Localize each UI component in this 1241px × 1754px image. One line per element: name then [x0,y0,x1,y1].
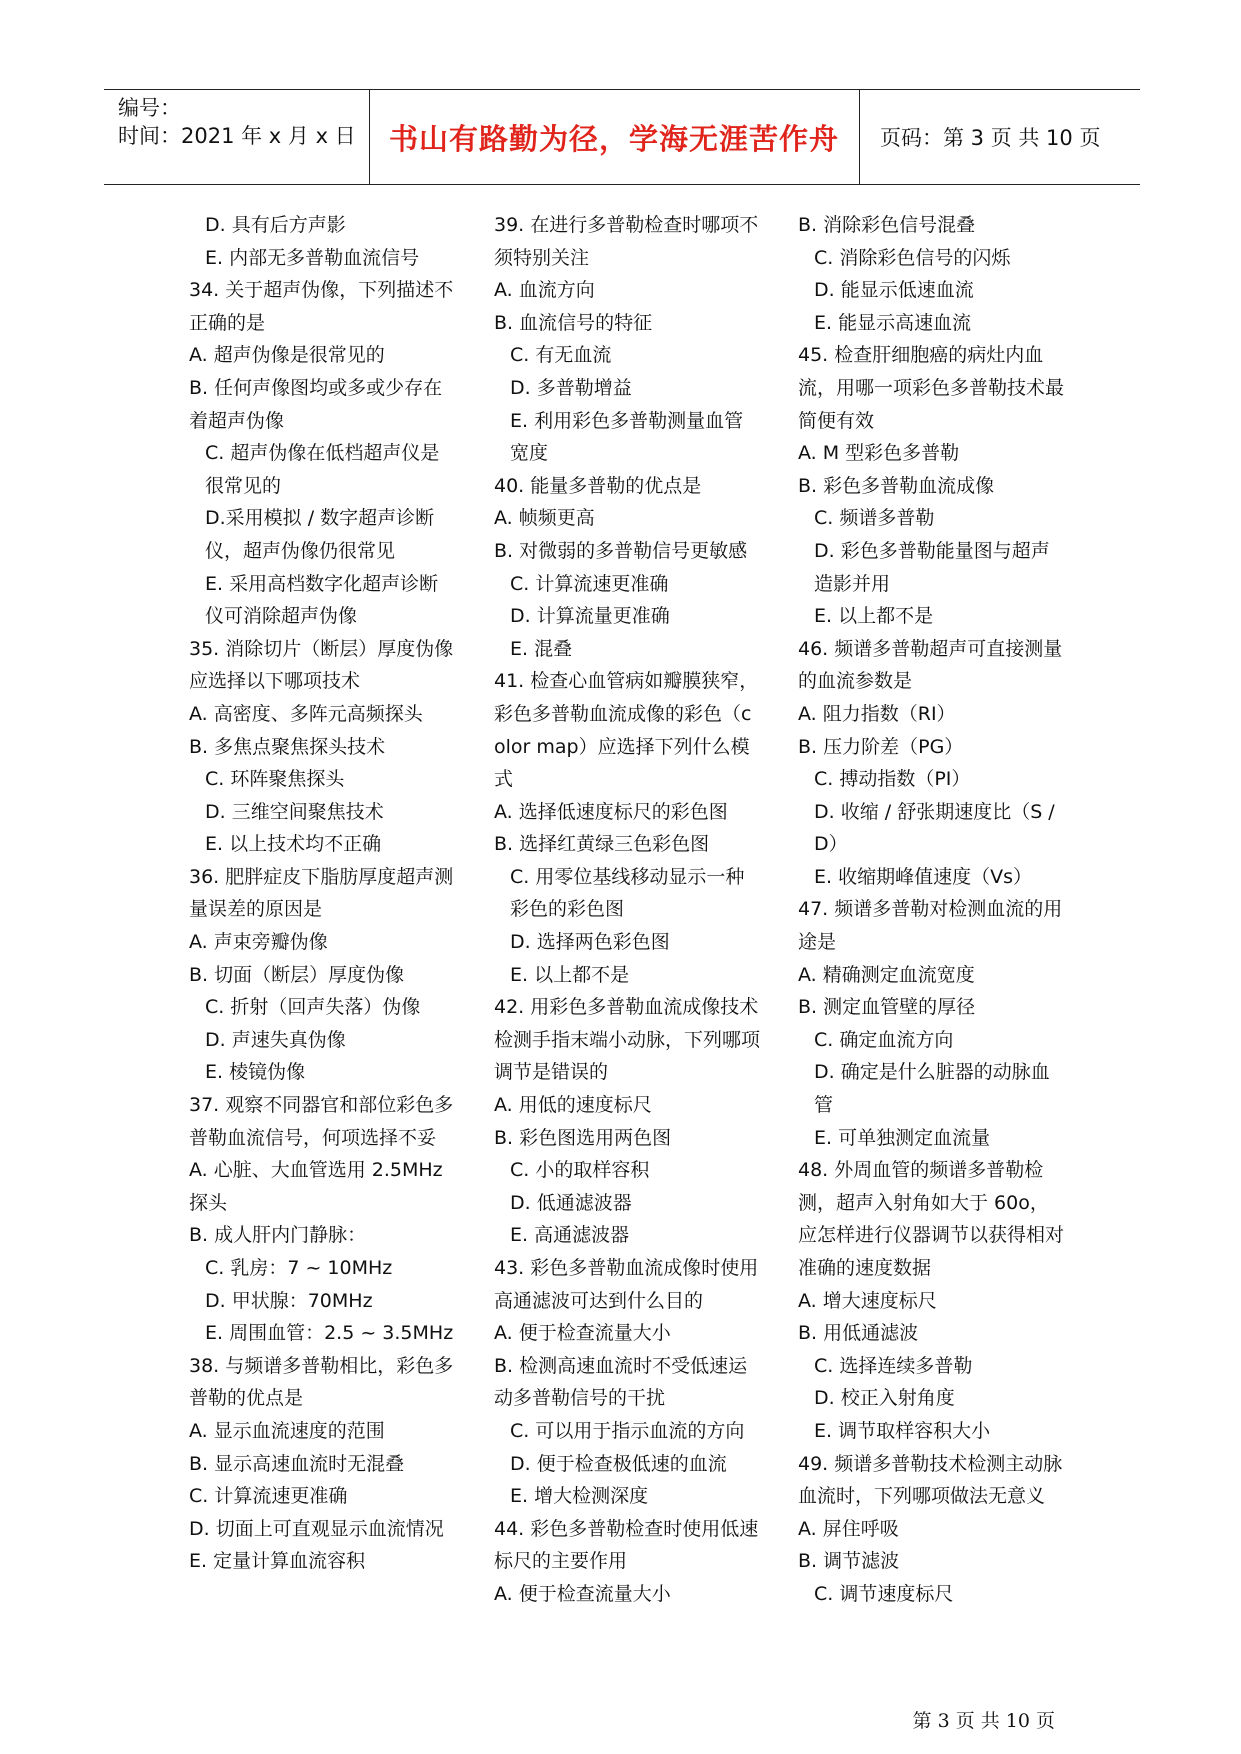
answer-option: B. 血流信号的特征 [494,311,653,334]
answer-option: C. 用零位基线移动显示一种彩色的彩色图 [510,865,745,921]
answer-option: E. 以上都不是 [510,963,630,986]
answer-option: B. 对微弱的多普勒信号更敏感 [494,539,748,562]
answer-option: A. 用低的速度标尺 [494,1094,652,1117]
time-label: 时间：2021 年 x 月 x 日 [118,124,356,148]
answer-option: E. 高通滤波器 [510,1224,630,1247]
answer-option: A. 精确测定血流宽度 [798,963,975,986]
answer-option: C. 折射（回声失落）伪像 [205,996,421,1019]
question-stem: 47. 频谱多普勒对检测血流的用途是 [798,898,1063,954]
answer-option: B. 消除彩色信号混叠 [798,214,976,236]
question-stem: 42. 用彩色多普勒血流成像技术检测手指末端小动脉，下列哪项调节是错误的 [494,996,761,1084]
answer-option: C. 计算流速更准确 [510,572,669,595]
answer-option: A. 声束旁瓣伪像 [189,931,328,954]
answer-option: B. 选择红黄绿三色彩色图 [494,833,710,856]
answer-option: D. 切面上可直观显示血流情况 [189,1517,444,1540]
answer-option: E. 可单独测定血流量 [814,1126,991,1149]
question-stem: 35. 消除切片（断层）厚度伪像应选择以下哪项技术 [189,637,454,693]
answer-option: A. 血流方向 [494,279,595,302]
answer-option: D. 确定是什么脏器的动脉血管 [814,1061,1050,1117]
question-stem: 39. 在进行多普勒检查时哪项不须特别关注 [494,214,759,269]
answer-option: A. 便于检查流量大小 [494,1322,671,1345]
question-stem: 48. 外周血管的频谱多普勒检测，超声入射角如大于 60o，应怎样进行仪器调节以获得相对准确的速度数据 [798,1159,1065,1279]
question-stem: 38. 与频谱多普勒相比，彩色多普勒的优点是 [189,1354,454,1410]
answer-option: C. 确定血流方向 [814,1028,954,1051]
answer-option: E. 能显示高速血流 [814,311,972,334]
question-stem: 49. 频谱多普勒技术检测主动脉血流时，下列哪项做法无意义 [798,1452,1063,1508]
answer-option: A. 高密度、多阵元高频探头 [189,702,423,725]
answer-option: E. 利用彩色多普勒测量血管宽度 [510,409,744,465]
answer-option: E. 周围血管：2.5 ~ 3.5MHz [205,1322,454,1345]
answer-option: D. 低通滤波器 [510,1191,632,1214]
answer-option: B. 切面（断层）厚度伪像 [189,963,405,986]
answer-option: E. 混叠 [510,637,573,660]
answer-option: A. 超声伪像是很常见的 [189,344,385,367]
answer-option: E. 定量计算血流容积 [189,1550,366,1573]
answer-option: E. 棱镜伪像 [205,1061,306,1084]
answer-option: D.采用模拟 / 数字超声诊断仪，超声伪像仍很常见 [205,507,435,562]
question-stem: 37. 观察不同器官和部位彩色多普勒血流信号，何项选择不妥 [189,1094,454,1149]
answer-option: C. 超声伪像在低档超声仪是很常见的 [205,442,440,497]
answer-option: C. 选择连续多普勒 [814,1354,973,1377]
answer-option: E. 以上技术均不正确 [205,833,382,856]
answer-option: B. 彩色图选用两色图 [494,1126,672,1149]
question-stem: 34. 关于超声伪像，下列描述不正确的是 [189,279,454,334]
answer-option: D. 收缩 / 舒张期速度比（S / D） [814,800,1055,856]
answer-option: C. 频谱多普勒 [814,507,935,530]
answer-option: B. 检测高速血流时不受低速运动多普勒信号的干扰 [494,1354,748,1410]
header-divider [859,90,860,184]
number-label: 编号： [118,96,181,120]
answer-option: B. 测定血管壁的厚径 [798,996,976,1019]
column-2 [494,209,762,1611]
answer-option: C. 计算流速更准确 [189,1485,348,1508]
footer-page-number: 第 3 页 共 10 页 [912,1710,1055,1732]
answer-option: B. 成人肝内门静脉： [189,1224,367,1247]
answer-option: D. 三维空间聚焦技术 [205,800,384,823]
question-stem: 40. 能量多普勒的优点是 [494,474,702,497]
answer-option: A. M 型彩色多普勒 [798,442,960,465]
answer-option: A. 屏住呼吸 [798,1517,899,1540]
answer-option: A. 增大速度标尺 [798,1289,937,1312]
answer-option: C. 调节速度标尺 [814,1582,954,1605]
answer-option: E. 以上都不是 [814,605,934,628]
header-motto: 书山有路勤为径，学海无涯苦作舟 [388,121,839,156]
answer-option: E. 收缩期峰值速度（Vs） [814,865,1032,888]
answer-option: A. 显示血流速度的范围 [189,1419,385,1442]
page-header [104,89,1140,185]
answer-option: C. 可以用于指示血流的方向 [510,1419,745,1442]
answer-option: C. 有无血流 [510,344,612,367]
answer-option: A. 便于检查流量大小 [494,1582,671,1605]
answer-option: C. 小的取样容积 [510,1159,650,1182]
answer-option: A. 心脏、大血管选用 2.5MHz 探头 [189,1159,443,1214]
answer-option: E. 增大检测深度 [510,1485,649,1508]
answer-option: D. 校正入射角度 [814,1387,955,1410]
question-stem: 45. 检查肝细胞癌的病灶内血流，用哪一项彩色多普勒技术最简便有效 [798,344,1065,432]
column-3 [798,209,1066,1611]
question-stem: 46. 频谱多普勒超声可直接测量的血流参数是 [798,637,1063,693]
column-1 [189,209,457,1578]
question-stem: 41. 检查心血管病如瓣膜狭窄，彩色多普勒血流成像的彩色（color map）应选择下列什么模式 [494,670,759,791]
answer-option: B. 调节滤波 [798,1550,900,1573]
answer-option: B. 多焦点聚焦探头技术 [189,735,386,758]
answer-option: B. 彩色多普勒血流成像 [798,474,995,497]
answer-option: E. 内部无多普勒血流信号 [205,246,420,269]
answer-option: D. 多普勒增益 [510,376,632,399]
answer-option: A. 阻力指数（RI） [798,702,956,725]
answer-option: A. 帧频更高 [494,507,595,530]
answer-option: C. 消除彩色信号的闪烁 [814,246,1011,269]
answer-option: C. 乳房：7 ~ 10MHz [205,1257,393,1279]
answer-option: B. 压力阶差（PG） [798,735,964,758]
answer-option: B. 用低通滤波 [798,1322,919,1345]
answer-option: D. 声速失真伪像 [205,1028,346,1051]
answer-option: D. 便于检查极低速的血流 [510,1452,727,1475]
answer-option: D. 计算流量更准确 [510,605,670,628]
question-stem: 43. 彩色多普勒血流成像时使用高通滤波可达到什么目的 [494,1257,759,1312]
question-stem: 36. 肥胖症皮下脂肪厚度超声测量误差的原因是 [189,865,454,921]
answer-option: D. 甲状腺：70MHz [205,1289,373,1312]
header-meta [118,94,356,150]
answer-option: B. 任何声像图均或多或少存在着超声伪像 [189,376,443,432]
answer-option: C. 搏动指数（PI） [814,768,971,791]
answer-option: D. 具有后方声影 [205,214,346,236]
question-stem: 44. 彩色多普勒检查时使用低速标尺的主要作用 [494,1517,759,1573]
header-page-label: 页码：第 3 页 共 10 页 [880,126,1101,150]
answer-option: E. 采用高档数字化超声诊断仪可消除超声伪像 [205,572,439,628]
answer-option: B. 显示高速血流时无混叠 [189,1452,405,1475]
answer-option: D. 能显示低速血流 [814,279,974,302]
answer-option: E. 调节取样容积大小 [814,1419,991,1442]
answer-option: A. 选择低速度标尺的彩色图 [494,800,728,823]
answer-option: D. 彩色多普勒能量图与超声造影并用 [814,539,1050,595]
answer-option: C. 环阵聚焦探头 [205,768,345,791]
answer-option: D. 选择两色彩色图 [510,931,670,954]
